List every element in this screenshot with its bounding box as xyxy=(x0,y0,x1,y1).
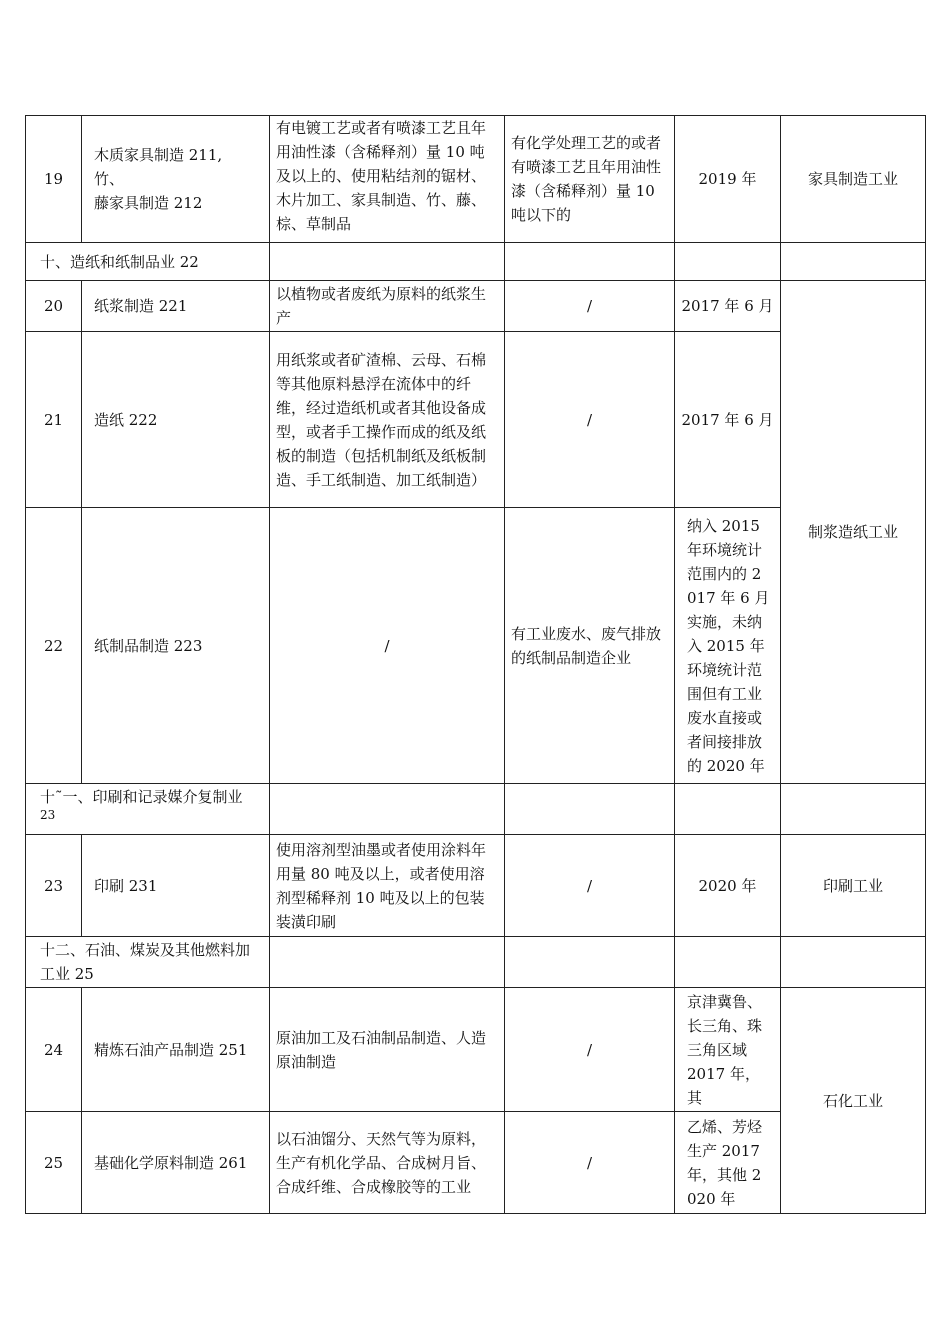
row-number: 24 xyxy=(26,988,82,1112)
implementation-time: 2017 年 6 月 xyxy=(675,281,781,332)
applicable-industry: 家具制造工业 xyxy=(781,116,926,243)
key-management-criteria: / xyxy=(270,508,505,784)
table-row xyxy=(26,988,926,1112)
row-number: 20 xyxy=(26,281,82,332)
applicable-industry: 印刷工业 xyxy=(781,835,926,937)
section-title-text: 十˜一、印刷和记录媒介复制业 xyxy=(40,788,243,806)
industry-name: 精炼石油产品制造 251 xyxy=(82,988,270,1112)
simplified-management-criteria: / xyxy=(505,281,675,332)
implementation-time: 乙烯、芳烃生产 2017 年，其他 2 020 年 xyxy=(675,1112,781,1214)
key-management-criteria: 以植物或者废纸为原料的纸浆生产 xyxy=(270,281,505,332)
simplified-management-criteria: / xyxy=(505,988,675,1112)
row-number: 21 xyxy=(26,332,82,508)
key-management-criteria: 以石油馏分、天然气等为原料，生产有机化学品、合成树月旨、合成纤维、合成橡胶等的工业 xyxy=(270,1112,505,1214)
row-number: 25 xyxy=(26,1112,82,1214)
section-row xyxy=(26,784,926,835)
simplified-management-criteria: / xyxy=(505,1112,675,1214)
section-title-overflow: 23 xyxy=(40,808,56,822)
key-management-criteria: 有电镀工艺或者有喷漆工艺且年用油性漆（含稀释剂）量 10 吨及以上的、使用粘结剂的锯材、木片加工、家具制造、竹、藤、棕、草制品 xyxy=(270,116,505,243)
section-title xyxy=(26,784,270,835)
section-title: 十、造纸和纸制品业 22 xyxy=(26,243,270,281)
row-number: 19 xyxy=(26,116,82,243)
industry-name: 基础化学原料制造 261 xyxy=(82,1112,270,1214)
simplified-management-criteria: / xyxy=(505,332,675,508)
implementation-time: 2017 年 6 月 xyxy=(675,332,781,508)
table-row xyxy=(26,281,926,332)
industry-name: 印刷 231 xyxy=(82,835,270,937)
industry-name: 纸浆制造 221 xyxy=(82,281,270,332)
simplified-management-criteria: / xyxy=(505,835,675,937)
industry-name: 纸制品制造 223 xyxy=(82,508,270,784)
applicable-industry: 石化工业 xyxy=(781,988,926,1214)
table-row xyxy=(26,835,926,937)
industry-table xyxy=(25,115,926,1214)
row-number: 23 xyxy=(26,835,82,937)
simplified-management-criteria: 有工业废水、废气排放的纸制品制造企业 xyxy=(505,508,675,784)
section-row xyxy=(26,243,926,281)
key-management-criteria: 用纸浆或者矿渣棉、云母、石棉等其他原料悬浮在流体中的纤维，经过造纸机或者其他设备成型，或者手工操作而成的纸及纸板的制造（包括机制纸及纸板制造、手工纸制造、加工纸制造） xyxy=(270,332,505,508)
section-row xyxy=(26,937,926,988)
implementation-time: 京津冀鲁、长三角、珠三角区域 2017 年，其 xyxy=(675,988,781,1112)
implementation-time: 纳入 2015 年环境统计范围内的 2 017 年 6 月实施，未纳入 2015 年环境统计范围但有工业废水直接或者间接排放的 2020 年 xyxy=(675,508,781,784)
row-number: 22 xyxy=(26,508,82,784)
industry-name: 造纸 222 xyxy=(82,332,270,508)
applicable-industry: 制浆造纸工业 xyxy=(781,281,926,784)
simplified-management-criteria: 有化学处理工艺的或者有喷漆工艺且年用油性漆（含稀释剂）量 10 吨以下的 xyxy=(505,116,675,243)
implementation-time: 2020 年 xyxy=(675,835,781,937)
industry-name: 木质家具制造 211, 竹、 藤家具制造 212 xyxy=(82,116,270,243)
implementation-time: 2019 年 xyxy=(675,116,781,243)
key-management-criteria: 原油加工及石油制品制造、人造原油制造 xyxy=(270,988,505,1112)
section-title: 十二、石油、煤炭及其他燃料加工业 25 xyxy=(26,937,270,988)
key-management-criteria: 使用溶剂型油墨或者使用涂料年用量 80 吨及以上，或者使用溶剂型稀释剂 10 吨及以上的包装装潢印刷 xyxy=(270,835,505,937)
table-row xyxy=(26,116,926,243)
